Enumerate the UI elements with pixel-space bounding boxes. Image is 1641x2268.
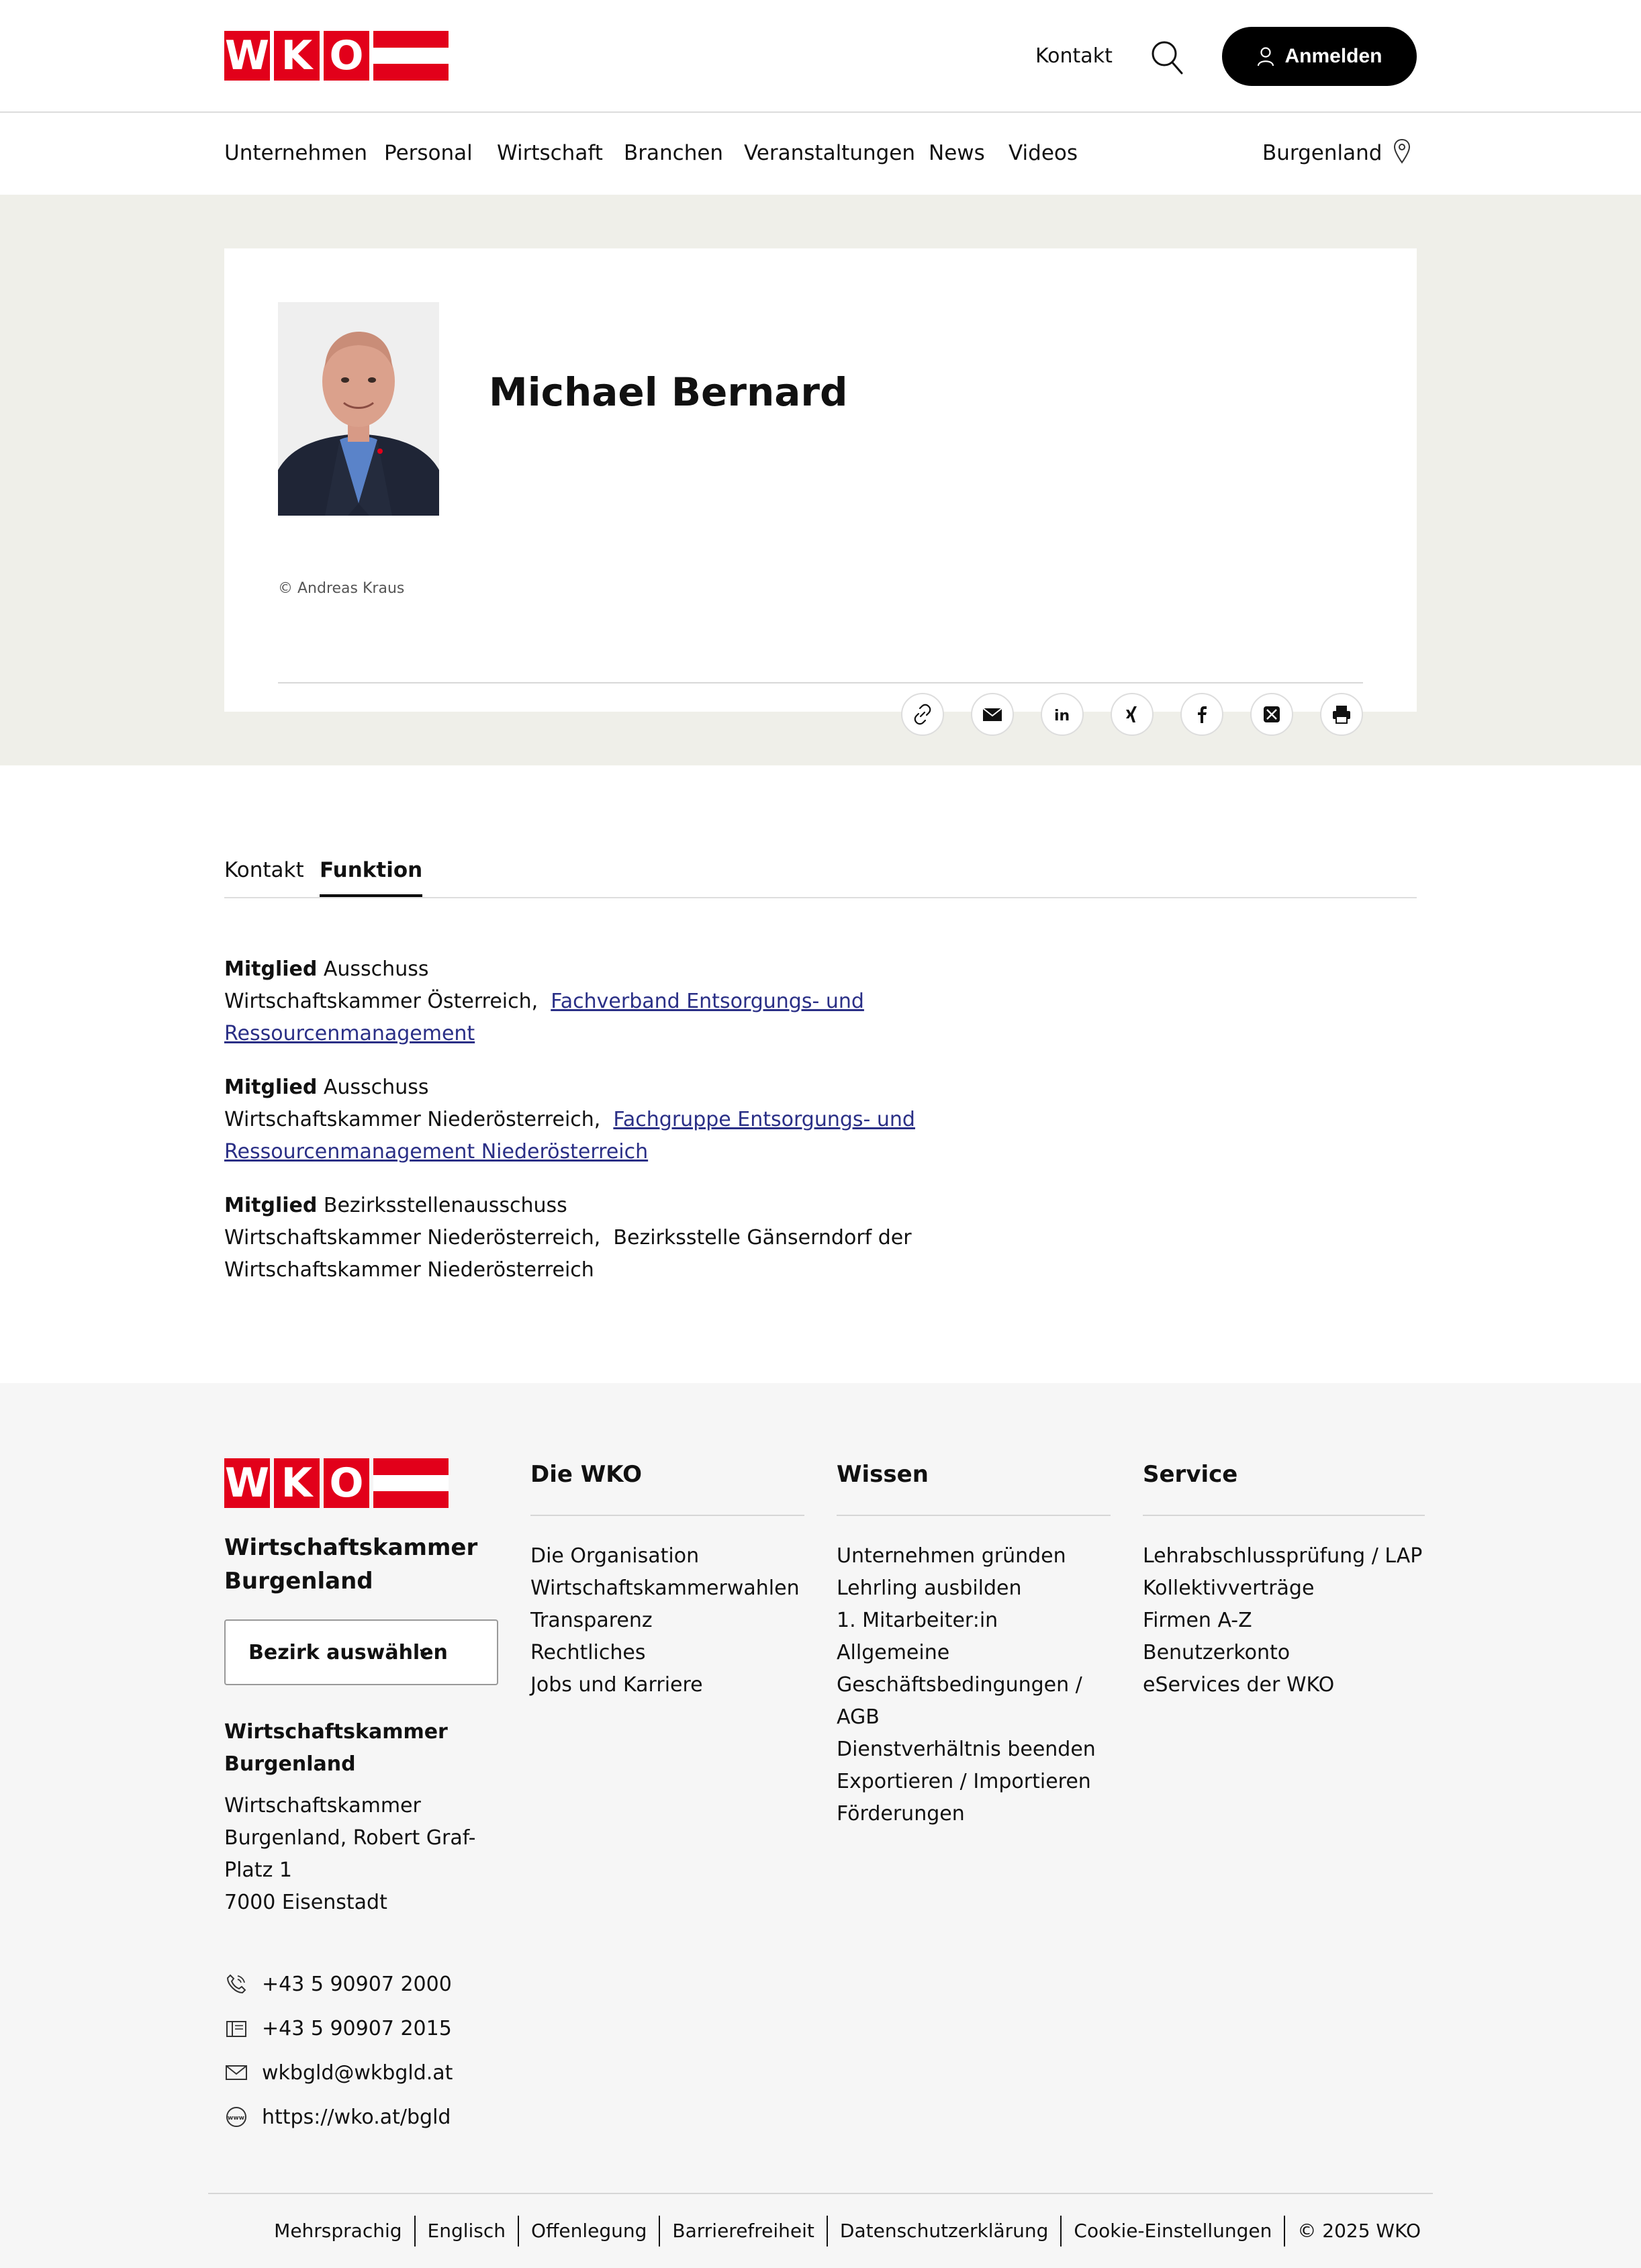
function-org: Wirtschaftskammer Österreich,: [224, 990, 538, 1013]
footer-link[interactable]: Benutzerkonto: [1143, 1641, 1291, 1664]
share-linkedin-button[interactable]: [1041, 693, 1084, 736]
legal-link-cookie-settings[interactable]: Cookie-Einstellungen: [1060, 2216, 1284, 2247]
address: [224, 1790, 506, 1919]
wko-logo[interactable]: [224, 31, 449, 81]
nav-item-personal[interactable]: Personal: [384, 141, 473, 165]
profile-tabs: [224, 853, 1417, 898]
footer-link[interactable]: Allgemeine Geschäftsbedingungen / AGB: [837, 1641, 1082, 1729]
logo-letter: K: [274, 1458, 320, 1508]
nav-item-videos[interactable]: Videos: [1009, 141, 1078, 165]
footer-link[interactable]: Wirtschaftskammerwahlen: [530, 1576, 800, 1600]
profile-hero: [0, 195, 1641, 765]
login-button[interactable]: [1222, 27, 1417, 86]
footer-column-title: Die WKO: [530, 1461, 804, 1516]
function-item: [224, 1190, 963, 1286]
search-icon[interactable]: [1150, 39, 1184, 77]
legal-link-mehrsprachig[interactable]: Mehrsprachig: [274, 2220, 402, 2242]
fachgruppe-link[interactable]: Fachgruppe Entsorgungs- und Ressourcenmanagement Niederösterreich: [224, 1108, 915, 1164]
function-item: [224, 953, 963, 1050]
xing-icon: [1121, 703, 1143, 726]
footer-column-title: Wissen: [837, 1461, 1111, 1516]
footer-link[interactable]: eServices der WKO: [1143, 1673, 1335, 1697]
legal-link-englisch[interactable]: Englisch: [414, 2216, 518, 2247]
share-toolbar: [901, 693, 1363, 736]
footer-link[interactable]: Förderungen: [837, 1802, 965, 1826]
footer-link[interactable]: Unternehmen gründen: [837, 1544, 1066, 1568]
fax-icon: [224, 2016, 248, 2040]
function-role: Mitglied: [224, 1194, 318, 1217]
function-body: Ausschuss: [323, 1076, 429, 1099]
print-icon: [1330, 703, 1353, 726]
share-xing-button[interactable]: [1111, 693, 1154, 736]
fax-number: +43 5 90907 2015: [262, 2016, 452, 2040]
email-item[interactable]: [224, 2050, 453, 2095]
copyright: © 2025 WKO: [1284, 2216, 1433, 2247]
nav-item-news[interactable]: News: [929, 141, 985, 165]
function-list: [224, 953, 963, 1308]
footer-wko-logo[interactable]: [224, 1458, 449, 1508]
web-item[interactable]: [224, 2095, 453, 2139]
linkedin-icon: [1051, 703, 1074, 726]
function-role: Mitglied: [224, 1076, 318, 1099]
user-icon: [1256, 46, 1275, 66]
nav-item-wirtschaft[interactable]: Wirtschaft: [497, 141, 603, 165]
logo-letter: W: [224, 32, 270, 79]
svg-text:in: in: [1054, 708, 1070, 724]
footer-link[interactable]: Rechtliches: [530, 1641, 646, 1664]
logo-letter: K: [274, 31, 320, 81]
web-address: https://wko.at/bgld: [262, 2105, 451, 2129]
region-selector[interactable]: Burgenland: [1262, 141, 1382, 165]
legal-links: [262, 2216, 1433, 2247]
share-x-button[interactable]: [1250, 693, 1293, 736]
share-link-button[interactable]: [901, 693, 944, 736]
person-name: Michael Bernard: [489, 369, 848, 415]
phone-icon: [224, 1972, 248, 1996]
footer-org-title: Wirtschaftskammer Burgenland: [224, 1534, 478, 1595]
address-line: 7000 Eisenstadt: [224, 1891, 387, 1914]
top-bar: [0, 0, 1641, 113]
footer-column-wissen: [837, 1461, 1111, 1830]
globe-icon: [224, 2105, 248, 2129]
contact-list: [224, 1962, 453, 2139]
district-select-value: Bezirk auswählen: [248, 1640, 448, 1664]
nav-item-veranstaltungen[interactable]: Veranstaltungen: [744, 141, 916, 165]
function-role: Mitglied: [224, 957, 318, 981]
fax-item: [224, 2006, 453, 2050]
x-icon: [1260, 703, 1283, 726]
location-pin-icon[interactable]: [1393, 138, 1411, 165]
mail-icon: [981, 703, 1004, 726]
link-icon: [911, 703, 934, 726]
logo-flag: [373, 31, 449, 81]
footer-link[interactable]: Jobs und Karriere: [530, 1673, 703, 1697]
chevron-down-icon: [416, 1643, 435, 1662]
fachverband-link[interactable]: Fachverband Entsorgungs- und Ressourcenmanagement: [224, 990, 864, 1045]
card-divider: [278, 682, 1363, 683]
footer-link[interactable]: 1. Mitarbeiter:in: [837, 1609, 998, 1632]
nav-item-unternehmen[interactable]: Unternehmen: [224, 141, 368, 165]
legal-link-datenschutz[interactable]: Datenschutzerklärung: [827, 2216, 1061, 2247]
function-org: Wirtschaftskammer Niederösterreich,: [224, 1108, 601, 1131]
footer: [0, 1383, 1641, 2268]
login-label: Anmelden: [1284, 45, 1382, 67]
kontakt-link[interactable]: Kontakt: [1035, 44, 1113, 68]
phone-number: +43 5 90907 2000: [262, 1972, 452, 1996]
address-line: Wirtschaftskammer Burgenland, Robert Graf-Platz 1: [224, 1794, 476, 1882]
function-org: Wirtschaftskammer Niederösterreich,: [224, 1226, 601, 1249]
footer-link[interactable]: Firmen A-Z: [1143, 1609, 1252, 1632]
footer-link[interactable]: Exportieren / Importieren: [837, 1770, 1091, 1793]
share-mail-button[interactable]: [971, 693, 1014, 736]
footer-link[interactable]: Kollektivverträge: [1143, 1576, 1315, 1600]
logo-flag: [373, 1458, 449, 1508]
footer-link[interactable]: Die Organisation: [530, 1544, 700, 1568]
logo-letter: W: [224, 1460, 270, 1507]
footer-column-service: [1143, 1461, 1425, 1701]
print-button[interactable]: [1320, 693, 1363, 736]
profile-card: [224, 248, 1417, 724]
footer-link[interactable]: Dienstverhältnis beenden: [837, 1738, 1096, 1761]
photo-credit: © Andreas Kraus: [278, 580, 405, 597]
svg-text:www: www: [228, 2115, 244, 2122]
footer-column-die-wko: [530, 1461, 804, 1701]
mail-icon: [224, 2061, 248, 2085]
address-title: Wirtschaftskammer Burgenland: [224, 1720, 448, 1776]
phone-item[interactable]: [224, 1962, 453, 2006]
legal-link-offenlegung[interactable]: Offenlegung: [518, 2216, 659, 2247]
district-select[interactable]: [224, 1619, 498, 1685]
email-address: wkbgld@wkbgld.at: [262, 2061, 453, 2085]
tab-funktion[interactable]: Funktion: [320, 858, 422, 897]
logo-letter: O: [324, 1458, 369, 1508]
footer-link[interactable]: Lehrabschlussprüfung / LAP: [1143, 1544, 1423, 1568]
function-text: Bezirksstelle Gänserndorf der Wirtschaftskammer Niederösterreich: [224, 1226, 912, 1282]
logo-letter: O: [324, 31, 369, 81]
share-facebook-button[interactable]: [1180, 693, 1223, 736]
facebook-icon: [1190, 703, 1213, 726]
legal-link-barrierefreiheit[interactable]: Barrierefreiheit: [659, 2216, 827, 2247]
footer-link[interactable]: Lehrling ausbilden: [837, 1576, 1022, 1600]
function-item: [224, 1072, 963, 1168]
legal-divider: [208, 2193, 1433, 2194]
profile-photo: [278, 302, 439, 516]
footer-link[interactable]: Transparenz: [530, 1609, 653, 1632]
tab-kontakt[interactable]: Kontakt: [224, 858, 304, 882]
function-body: Ausschuss: [323, 957, 429, 981]
footer-column-title: Service: [1143, 1461, 1425, 1516]
nav-item-branchen[interactable]: Branchen: [624, 141, 724, 165]
main-nav: [0, 114, 1641, 195]
function-body: Bezirksstellenausschuss: [323, 1194, 567, 1217]
